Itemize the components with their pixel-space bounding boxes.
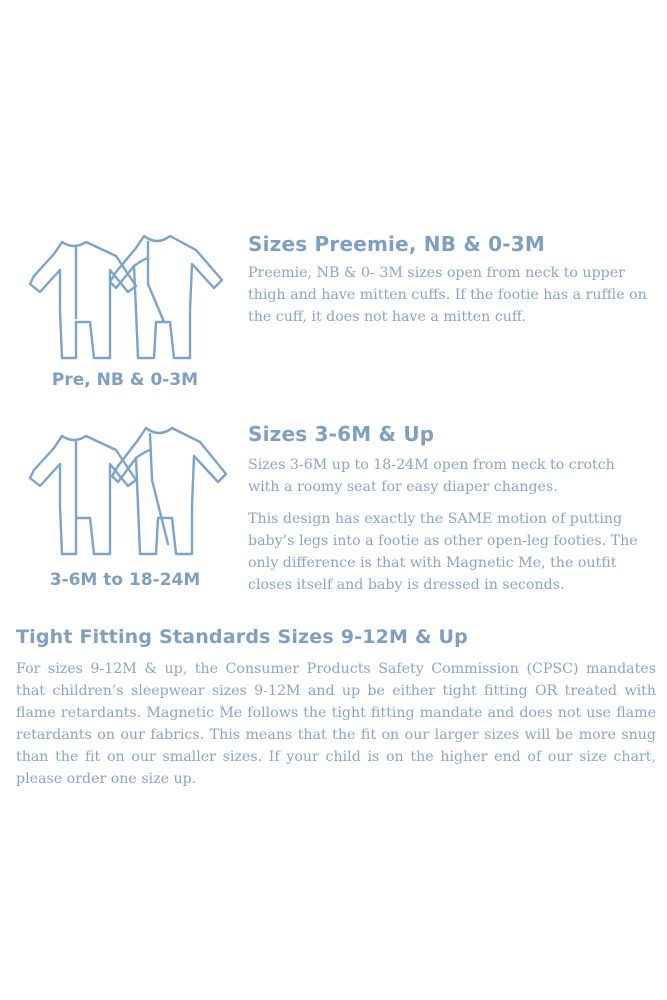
section-title-3-6m: Sizes 3-6M & Up — [248, 422, 435, 446]
section-title-preemie: Sizes Preemie, NB & 0-3M — [248, 232, 545, 256]
section-body-preemie: Preemie, NB & 0- 3M sizes open from neck to upper thigh and have mitten cuffs. If the footie has a ruffle on the cuff, it does not have a mitten cuff. — [248, 265, 647, 325]
illustration-caption-2: 3-6M to 18-24M — [49, 570, 201, 590]
section-body-3-6m: Sizes 3-6M up to 18-24M open from neck to crotch with a roomy seat for easy diaper changes. — [248, 457, 615, 495]
footie-front-outline — [110, 236, 222, 358]
footie-back-outline — [30, 436, 136, 554]
footie-pajama-pair-icon — [24, 226, 226, 364]
footie-pajama-pair-icon — [22, 420, 230, 560]
footie-back-outline — [30, 242, 136, 358]
illustration-caption-1: Pre, NB & 0-3M — [51, 370, 199, 390]
section-body-3-6m-motion: This design has exactly the SAME motion of putting baby’s legs into a footie as other open-leg footies. The only difference is that with Magnetic Me, the outfit closes itself and baby is dressed in seconds. — [248, 511, 638, 593]
section-title-tight-fitting: Tight Fitting Standards Sizes 9-12M & Up — [16, 626, 468, 648]
footie-front-outline — [112, 428, 226, 554]
section-body-tight-fitting: For sizes 9-12M & up, the Consumer Products Safety Commission (CPSC) mandates that children’s sleepwear sizes 9-12M and up be either tight fitting OR treated with flame retardants. Magnetic Me follows the tight fitting mandate and does not use flame retardants on our fabrics. This means that the fit on our larger sizes will be more snug than the fit on our smaller sizes. If your child is on the higher end of our size chart, please order one size up. — [16, 661, 656, 787]
